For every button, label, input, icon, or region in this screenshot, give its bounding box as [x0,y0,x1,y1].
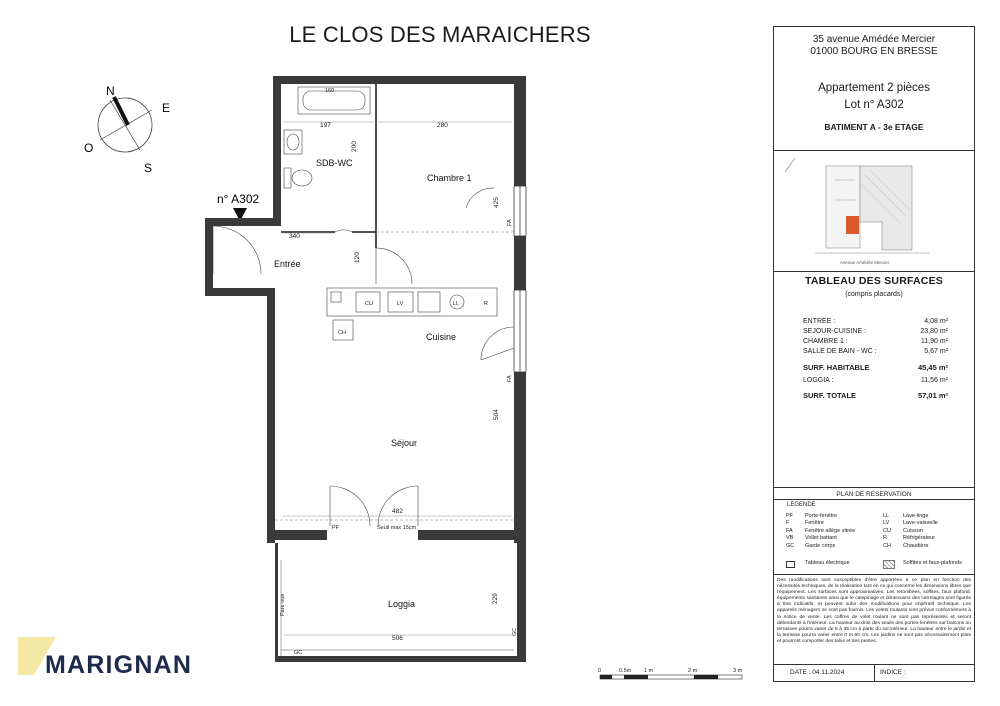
surface-row: ENTREE : 4,08 m² [803,318,948,325]
surface-total: SURF. TOTALE 57,01 m² [803,391,948,400]
legend-left-texts: Porte-fenêtre Fenêtre Fenêtre allège vitrée Vollet battant Garde corps [805,513,856,549]
room-cuisine: Cuisine [426,332,457,342]
legend-right-codes: LL LV CU R CH [883,513,891,549]
pare-vue-label: Pare-vue [280,593,286,616]
legend-tableau: Tableau électrique [805,560,850,566]
code-fa2: FA [507,375,513,382]
indice: INDICE : [880,669,906,676]
building-floor: BATIMENT A - 3e ETAGE [824,122,924,132]
dim-340: 340 [289,233,300,240]
apartment-info [773,80,975,114]
room-loggia: Loggia [388,599,416,609]
address [773,34,975,58]
code-gc2: GC [512,627,518,636]
legend-left-codes: PF F FA VB GC [786,513,795,549]
dim-120: 120 [354,252,361,263]
legend-title: LEGENDE [787,502,816,508]
code-gc1: GC [294,650,303,656]
dim-482: 482 [392,508,403,515]
dim-280: 280 [437,122,448,129]
apartment-type: Appartement 2 pièces [818,82,930,94]
room-sdb: SDB-WC [316,158,353,168]
divider [773,150,975,151]
divider [773,271,975,272]
plan-title: LE CLOS DES MARAICHERS [289,22,591,47]
logo-text: MARIGNAN [45,651,193,679]
dim-425: 425 [493,197,500,208]
address-line2: 01000 BOURG EN BRESSE [810,46,938,57]
date: DATE : 04.11.2024 [790,669,845,676]
dim-504: 504 [493,409,500,420]
room-chambre: Chambre 1 [427,173,472,183]
disclaimer-notes: Des modifications sont susceptibles d'être apportées à ce plan en fonction des nécessités techniques, de la réalisation tant en ce qui concerne les dimensions libres que l'équipement. Les surfaces sont approximatives. Les retombées, soffites, faux plafond, équipements sanitaires ainsi que le calepinage et dimensions des carrelages sont figurés à titre indicatifs, et peuvent subir des modifications pour impératif technique. Les appareils ménagers ne sont pas fournis. Les volets roulants sont prévus conformément à la notice de vente. Les coffres de volet roulant ne sont pas représentés et seront débordants à l'intérieur. La hauteur au droit des seuils des portes-fenêtres sur balcons ou terrasses pourra varier de 5 à 35 cm à partir du sol intérieur. La hauteur entre le jardin et la terrasse pourra varier entre 0 et 60 cm. Les jardins ne sont pas nécessairement plats et pourront comporter des talus et des pentes. [777,578,971,644]
compass-s: S [144,161,153,175]
code-pf: PF [332,525,340,531]
surface-row: CHAMBRE 1 : 11,90 m² [803,338,948,345]
scale-2: 2 m [688,668,698,674]
dim-197: 197 [320,122,331,129]
dim-200: 200 [351,141,358,152]
divider [773,499,975,500]
walls [205,76,526,662]
divider [773,574,975,575]
code-ch: CH [338,330,346,336]
surface-row: SEJOUR-CUISINE : 23,80 m² [803,328,948,335]
surfaces-subtitle: (compris placards) [845,291,903,298]
divider [874,664,875,682]
scale-1: 1 m [644,668,654,674]
dim-229: 229 [492,593,499,604]
surface-habitable: SURF. HABITABLE 45,45 m² [803,363,948,372]
lot-number: Lot n° A302 [844,99,904,111]
code-fa1: FA [507,219,513,226]
surface-loggia: LOGGIA : 11,56 m² [803,377,948,384]
soffites-icon [883,560,895,569]
site-plan-street: Avenue Amédée Mercier [840,260,890,265]
surfaces-title: TABLEAU DES SURFACES [805,275,943,287]
lot-marker: n° A302 [217,192,260,206]
electric-panel-icon [786,561,795,568]
code-cu: CU [365,301,373,307]
plan-reservation: PLAN DE RESERVATION [836,491,912,498]
dim-160: 160 [325,88,335,94]
dim-506: 506 [392,635,403,642]
code-ll: LL [453,301,460,307]
scale-bar [598,668,743,679]
code-lv: LV [397,301,404,307]
compass-icon [84,84,170,175]
toilet-icon [284,168,291,188]
compass-o: O [84,141,94,155]
scale-3: 3 m [733,668,743,674]
legend-soffites: Soffites et faux-plafonds [903,560,962,566]
scale-05: 0.5m [619,668,632,674]
compass-n: N [106,84,115,98]
address-line1: 35 avenue Amédée Mercier [812,34,936,45]
room-entree: Entrée [274,259,301,269]
code-r: R [484,301,488,307]
divider [773,487,975,488]
surface-row: SALLE DE BAIN - WC : 5,67 m² [803,348,948,355]
seuil-label: Seuil max 15cm [377,525,417,531]
legend-right-texts: Lave-linge Lave-vaisselle Cuisson Réfrigérateur Chaudière [903,513,938,549]
compass-e: E [162,101,171,115]
scale-0: 0 [598,668,602,674]
room-sejour: Séjour [391,438,418,448]
kitchen-counter [327,288,497,340]
